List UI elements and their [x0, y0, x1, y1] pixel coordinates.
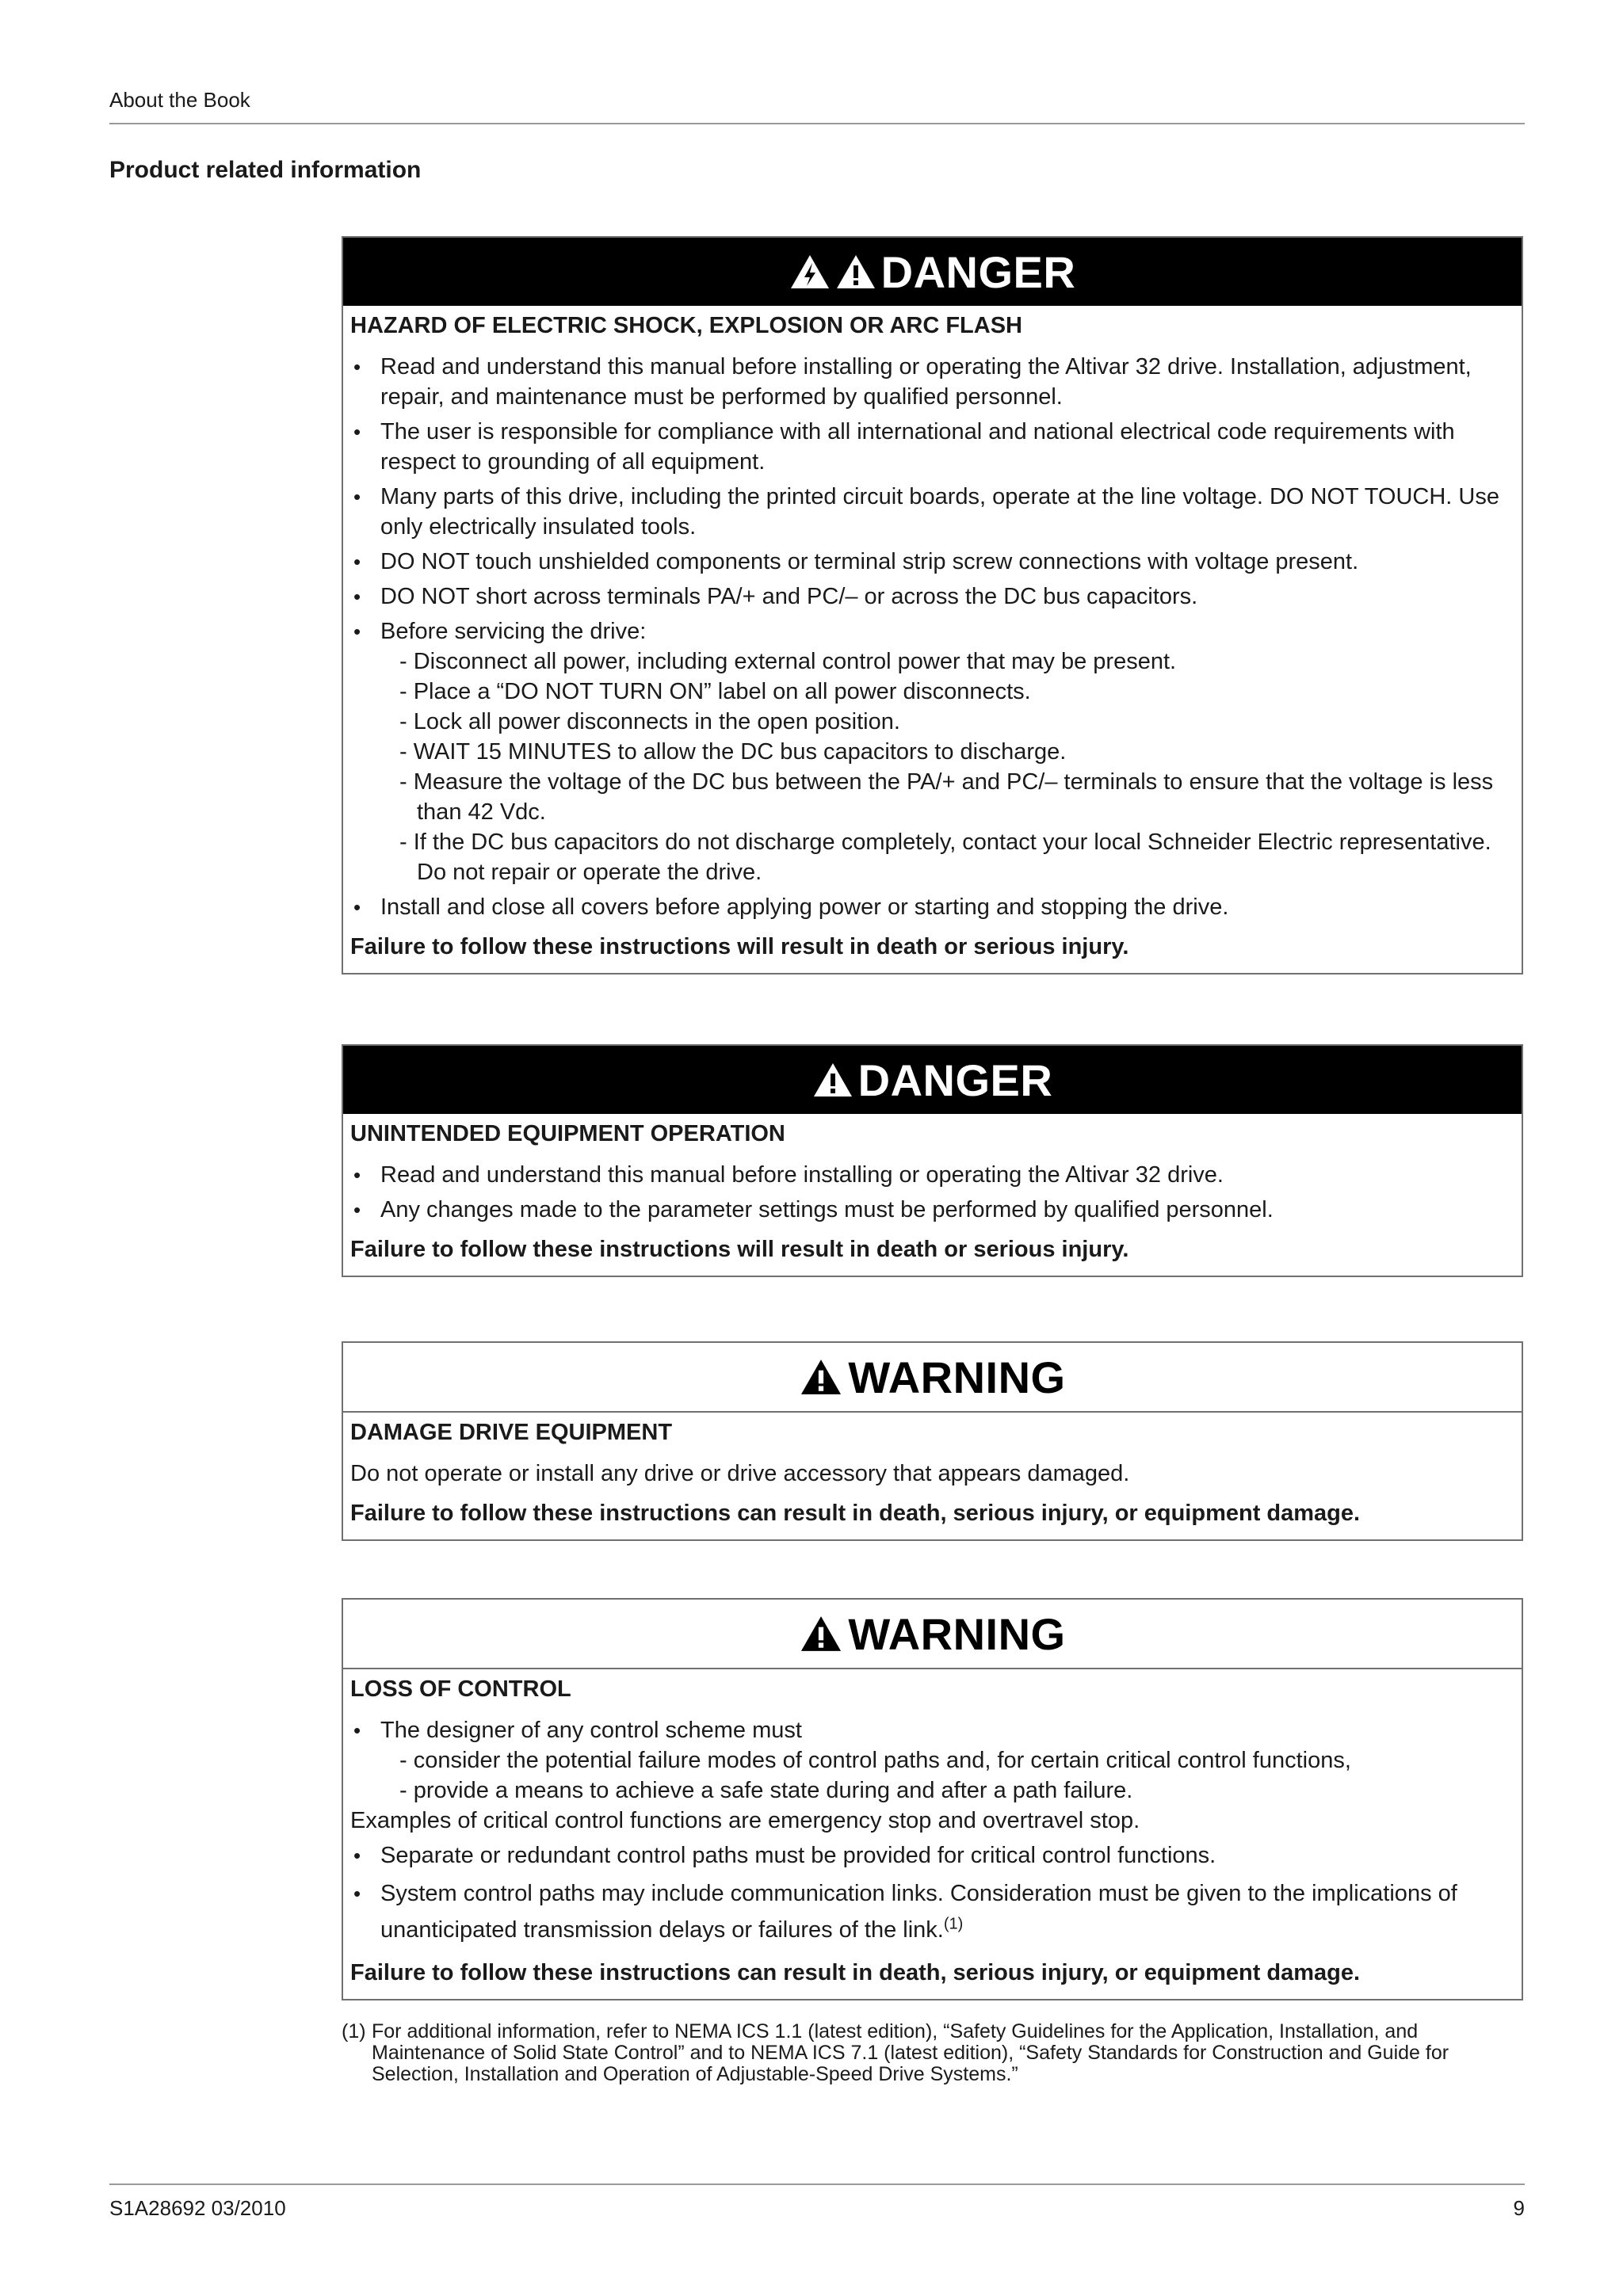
- danger-box-electric-shock: [342, 236, 1523, 974]
- signal-word: DANGER: [857, 1055, 1053, 1105]
- running-header: About the Book: [109, 88, 250, 112]
- list-item: • System control paths may include communication links. Consideration must be given to the implications of unanticipated transmission delays or failures of the link.$^{(1)}$: [353, 1881, 1457, 1943]
- list-item: • Separate or redundant control paths must be provided for critical control functions.: [353, 1843, 1216, 1868]
- warning-box-damage-equipment: [342, 1341, 1523, 1541]
- sub-item: - provide a means to achieve a safe state during and after a path failure.: [399, 1778, 1133, 1803]
- hazard-title: UNINTENDED EQUIPMENT OPERATION: [350, 1121, 785, 1146]
- sub-item: - WAIT 15 MINUTES to allow the DC bus capacitors to discharge.: [399, 739, 1067, 765]
- consequence-statement: Failure to follow these instructions can result in death, serious injury, or equipment damage.: [350, 1501, 1361, 1526]
- sub-item: - If the DC bus capacitors do not discharge completely, contact your local Schneider Electric representative. Do not repair or operate the drive.: [399, 830, 1491, 885]
- warning-header: [343, 1600, 1522, 1669]
- list-item: • Install and close all covers before applying power or starting and stopping the drive.: [353, 894, 1229, 920]
- electric-hazard-icon: [789, 254, 831, 290]
- warning-triangle-icon: [799, 1358, 843, 1396]
- signal-word: WARNING: [848, 1352, 1066, 1402]
- list-item: • The user is responsible for compliance with all international and national electrical code requirements with respect to grounding of all equipment.: [353, 419, 1455, 475]
- list-item: • Any changes made to the parameter settings must be performed by qualified personnel.: [353, 1197, 1274, 1222]
- footnote-reference: (1): [943, 1915, 964, 1933]
- sub-item: - Place a “DO NOT TURN ON” label on all power disconnects.: [399, 679, 1031, 704]
- list-item: • Read and understand this manual before installing or operating the Altivar 32 drive. Installation, adjustment, repair, and maintenance must be performed by qualified personnel.: [353, 354, 1472, 410]
- sub-item: - Disconnect all power, including external control power that may be present.: [399, 649, 1177, 674]
- footer-divider: [109, 2183, 1525, 2185]
- warning-text: Do not operate or install any drive or drive accessory that appears damaged.: [350, 1461, 1130, 1486]
- sub-item: - consider the potential failure modes of control paths and, for certain critical control functions,: [399, 1748, 1351, 1773]
- hazard-title: HAZARD OF ELECTRIC SHOCK, EXPLOSION OR ARC FLASH: [350, 313, 1022, 338]
- sub-item: - Lock all power disconnects in the open position.: [399, 709, 900, 734]
- list-item: • DO NOT touch unshielded components or terminal strip screw connections with voltage present.: [353, 549, 1359, 574]
- warning-triangle-icon: [835, 254, 876, 290]
- list-item: • Before servicing the drive: - Disconnect all power, including external control power that may be present. - Place a “DO NOT TURN ON” label on all power disconnects. - Lock all power disconnects in the open position. - WAIT 15 MINUTES to allow the DC bus capacitors to discharge. - Measure the voltage of the DC bus between the PA/+ and PC/– terminals to ensure that the voltage is less than 42 Vdc. - If the DC bus capacitors do not discharge completely, contact your local Schneider Electric representative. Do not repair or operate the drive.: [350, 616, 1514, 887]
- list-item: • DO NOT short across terminals PA/+ and PC/– or across the DC bus capacitors.: [353, 584, 1198, 609]
- warning-header: [343, 1343, 1522, 1413]
- consequence-statement: Failure to follow these instructions will result in death or serious injury.: [350, 1237, 1129, 1262]
- consequence-statement: Failure to follow these instructions will result in death or serious injury.: [350, 934, 1129, 959]
- list-item: • The designer of any control scheme must - consider the potential failure modes of control paths and, for certain critical control functions, - provide a means to achieve a safe state during and after a path failure.: [350, 1715, 1514, 1806]
- sub-item: - Measure the voltage of the DC bus between the PA/+ and PC/– terminals to ensure that the voltage is less than 42 Vdc.: [399, 769, 1494, 825]
- list-item: • Read and understand this manual before installing or operating the Altivar 32 drive.: [353, 1162, 1224, 1188]
- danger-header: [343, 238, 1522, 306]
- hazard-title: DAMAGE DRIVE EQUIPMENT: [350, 1420, 673, 1445]
- signal-word: DANGER: [880, 246, 1076, 297]
- signal-word: WARNING: [848, 1608, 1066, 1659]
- warning-triangle-icon: [812, 1062, 854, 1098]
- footnote-text: For additional information, refer to NEMA ICS 1.1 (latest edition), “Safety Guidelines for the Application, Installation, and Maintenance of Solid State Control” and to NEMA ICS 7.1 (latest edition), “Safety Standards for Construction and Guide for Selection, Installation and Operation of Adjustable-Speed Drive Systems.”: [372, 2020, 1449, 2085]
- danger-header: [343, 1046, 1522, 1114]
- warning-box-loss-of-control: [342, 1598, 1523, 2000]
- footnote-number: (1): [342, 2020, 366, 2042]
- warning-triangle-icon: [799, 1615, 843, 1653]
- danger-box-unintended-operation: [342, 1044, 1523, 1277]
- footnote: [342, 2021, 1525, 2085]
- consequence-statement: Failure to follow these instructions can result in death, serious injury, or equipment damage.: [350, 1960, 1361, 1985]
- header-divider: [109, 123, 1525, 124]
- list-item: • Many parts of this drive, including the printed circuit boards, operate at the line voltage. DO NOT TOUCH. Use only electrically insulated tools.: [353, 484, 1499, 540]
- document-id: S1A28692 03/2010: [109, 2196, 286, 2220]
- examples-text: Examples of critical control functions are emergency stop and overtravel stop.: [350, 1808, 1140, 1833]
- hazard-title: LOSS OF CONTROL: [350, 1676, 571, 1702]
- section-heading: Product related information: [109, 157, 422, 183]
- page-number: 9: [1513, 2196, 1525, 2220]
